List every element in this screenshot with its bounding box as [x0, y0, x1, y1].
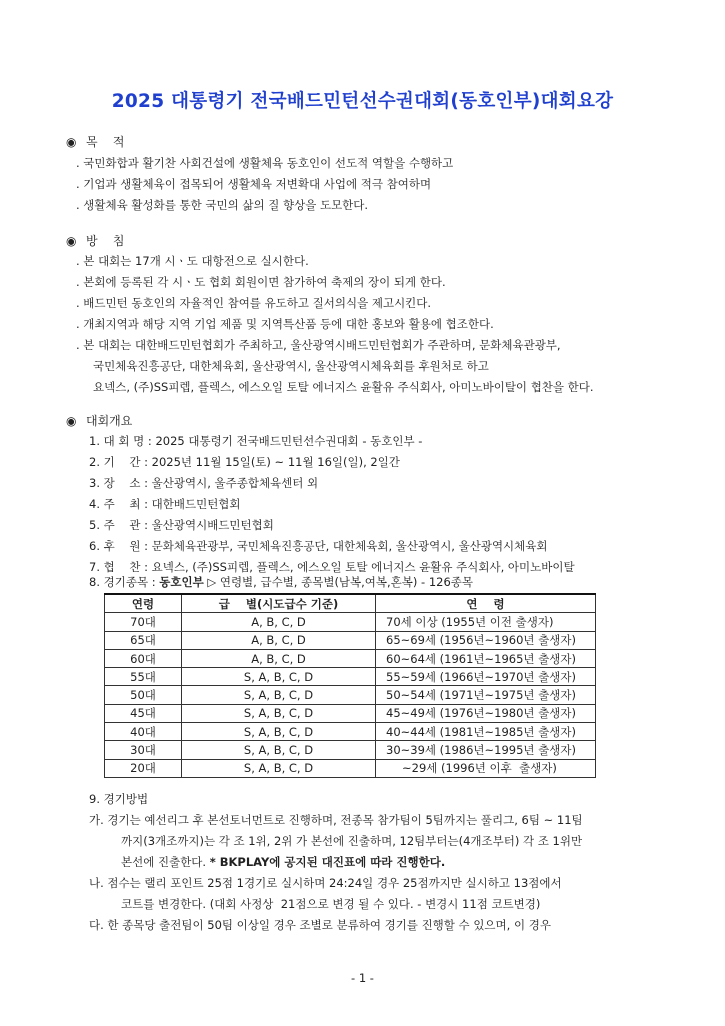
table-cell: A, B, C, D — [182, 631, 376, 649]
section-policy-heading — [66, 232, 124, 249]
table-cell: 45대 — [105, 704, 182, 722]
table-row — [105, 759, 596, 777]
overview-item: 3. 장 소 : 울산광역시, 울주종합체육센터 외 — [89, 476, 319, 490]
table-row — [105, 686, 596, 704]
method-ga-notice: * BKPLAY에 공지된 대진표에 따라 진행한다. — [209, 855, 446, 869]
policy-item: . 본회에 등록된 각 시ㆍ도 협회 회원이면 참가하여 축제의 장이 되게 한다. — [76, 275, 446, 289]
table-cell: 60대 — [105, 649, 182, 667]
table-cell: S, A, B, C, D — [182, 759, 376, 777]
policy-item: . 본 대회는 17개 시ㆍ도 대항전으로 실시한다. — [76, 254, 309, 268]
bullet-icon: ◉ — [66, 234, 77, 248]
method-ga-text: 본선에 진출한다. — [121, 855, 210, 869]
age-category-table — [104, 593, 596, 778]
overview-item: 6. 후 원 : 문화체육관광부, 국민체육진흥공단, 대한체육회, 울산광역시, 울산광역시체육회 — [89, 539, 548, 553]
policy-item-continued: 국민체육진흥공단, 대한체육회, 울산광역시, 울산광역시체육회를 후원처로 하고 — [93, 359, 489, 373]
table-cell: A, B, C, D — [182, 613, 376, 631]
table-cell: 50~54세 (1971년~1975년 출생자) — [376, 686, 596, 704]
table-cell: 55~59세 (1966년~1970년 출생자) — [376, 668, 596, 686]
table-cell: 70대 — [105, 613, 182, 631]
overview-item: 1. 대 회 명 : 2025 대통령기 전국배드민턴선수권대회 - 동호인부 - — [89, 434, 423, 448]
bullet-icon: ◉ — [66, 414, 77, 428]
table-row — [105, 723, 596, 741]
method-heading: 9. 경기방법 — [89, 792, 149, 806]
method-item-da: 다. 한 종목당 출전팀이 50팀 이상일 경우 조별로 분류하여 경기를 진행할 수 있으며, 이 경우 — [89, 918, 551, 932]
page-number: - 1 - — [351, 971, 374, 985]
table-header: 급 별(시도급수 기준) — [182, 594, 376, 613]
table-cell: A, B, C, D — [182, 649, 376, 667]
section-heading-label: 방 침 — [86, 234, 125, 248]
method-item-na-continued: 코트를 변경한다. (대회 사정상 21점으로 변경 될 수 있다. - 변경시 11점 코트변경) — [121, 897, 541, 911]
section-purpose-heading — [66, 133, 124, 150]
table-cell: S, A, B, C, D — [182, 668, 376, 686]
table-cell: 45~49세 (1976년~1980년 출생자) — [376, 704, 596, 722]
table-cell: 40대 — [105, 723, 182, 741]
table-cell: 30대 — [105, 741, 182, 759]
policy-item: . 본 대회는 대한배드민턴협회가 주최하고, 울산광역시배드민턴협회가 주관하며, 문화체육관광부, — [76, 338, 561, 352]
table-header: 연 령 — [376, 594, 596, 613]
table-cell: 30~39세 (1986년~1995년 출생자) — [376, 741, 596, 759]
section-heading-label: 대회개요 — [86, 414, 133, 428]
method-item-ga-continued: 까지(3개조까지)는 각 조 1위, 2위 가 본선에 진출하며, 12팀부터는(4개조부터) 각 조 1위만 — [121, 834, 583, 848]
table-cell: S, A, B, C, D — [182, 723, 376, 741]
section-overview-heading — [66, 412, 132, 429]
overview-item: 5. 주 관 : 울산광역시배드민턴협회 — [89, 518, 274, 532]
table-cell: S, A, B, C, D — [182, 704, 376, 722]
overview-item: 7. 협 찬 : 요넥스, (주)SS피렙, 플렉스, 에스오일 토탈 에너지스 윤활유 주식회사, 아미노바이탈 — [89, 560, 575, 574]
policy-item: . 배드민턴 동호인의 자율적인 참여를 유도하고 질서의식을 제고시킨다. — [76, 296, 432, 310]
purpose-item: . 국민화합과 활기찬 사회건설에 생활체육 동호인이 선도적 역할을 수행하고 — [76, 156, 454, 170]
method-item-ga: 가. 경기는 예선리그 후 본선토너먼트로 진행하며, 전종목 참가팀이 5팀까지는 풀리그, 6팀 ~ 11팀 — [89, 813, 583, 827]
page-title: 2025 대통령기 전국배드민턴선수권대회(동호인부)대회요강 — [111, 91, 614, 112]
method-item-ga-continued — [121, 854, 445, 870]
table-cell: 40~44세 (1981년~1985년 출생자) — [376, 723, 596, 741]
table-row — [105, 668, 596, 686]
table-header-row — [105, 594, 596, 613]
events-division: 동호인부 — [159, 575, 204, 589]
table-row — [105, 649, 596, 667]
policy-item-continued: 요넥스, (주)SS피렙, 플렉스, 에스오일 토탈 에너지스 윤활유 주식회사, 아미노바이탈이 협찬을 한다. — [93, 380, 594, 394]
purpose-item: . 생활체육 활성화를 통한 국민의 삶의 질 향상을 도모한다. — [76, 198, 369, 212]
table-cell: 70세 이상 (1955년 이전 출생자) — [376, 613, 596, 631]
purpose-item: . 기업과 생활체육이 접목되어 생활체육 저변확대 사업에 적극 참여하며 — [76, 177, 432, 191]
table-row — [105, 631, 596, 649]
overview-item-events — [89, 574, 473, 590]
table-row — [105, 704, 596, 722]
table-cell: 60~64세 (1961년~1965년 출생자) — [376, 649, 596, 667]
table-row — [105, 613, 596, 631]
table-cell: 20대 — [105, 759, 182, 777]
table-cell: 65~69세 (1956년~1960년 출생자) — [376, 631, 596, 649]
table-cell: 55대 — [105, 668, 182, 686]
table-header: 연령 — [105, 594, 182, 613]
policy-item: . 개최지역과 해당 지역 기업 제품 및 지역특산품 등에 대한 홍보와 활용에 협조한다. — [76, 317, 494, 331]
table-cell: 65대 — [105, 631, 182, 649]
table-cell: ~29세 (1996년 이후 출생자) — [376, 759, 596, 777]
bullet-icon: ◉ — [66, 135, 77, 149]
overview-item: 4. 주 최 : 대한배드민턴협회 — [89, 497, 241, 511]
table-row — [105, 741, 596, 759]
overview-item: 2. 기 간 : 2025년 11월 15일(토) ~ 11월 16일(일), 2일간 — [89, 455, 400, 469]
events-suffix: ▷ 연령별, 급수별, 종목별(남복,여복,혼복) - 126종목 — [203, 575, 474, 589]
table-cell: S, A, B, C, D — [182, 741, 376, 759]
table-cell: S, A, B, C, D — [182, 686, 376, 704]
method-item-na: 나. 점수는 랠리 포인트 25점 1경기로 실시하며 24:24일 경우 25점까지만 실시하고 13점에서 — [89, 876, 562, 890]
events-prefix: 8. 경기종목 : — [89, 575, 160, 589]
table-cell: 50대 — [105, 686, 182, 704]
section-heading-label: 목 적 — [86, 135, 125, 149]
